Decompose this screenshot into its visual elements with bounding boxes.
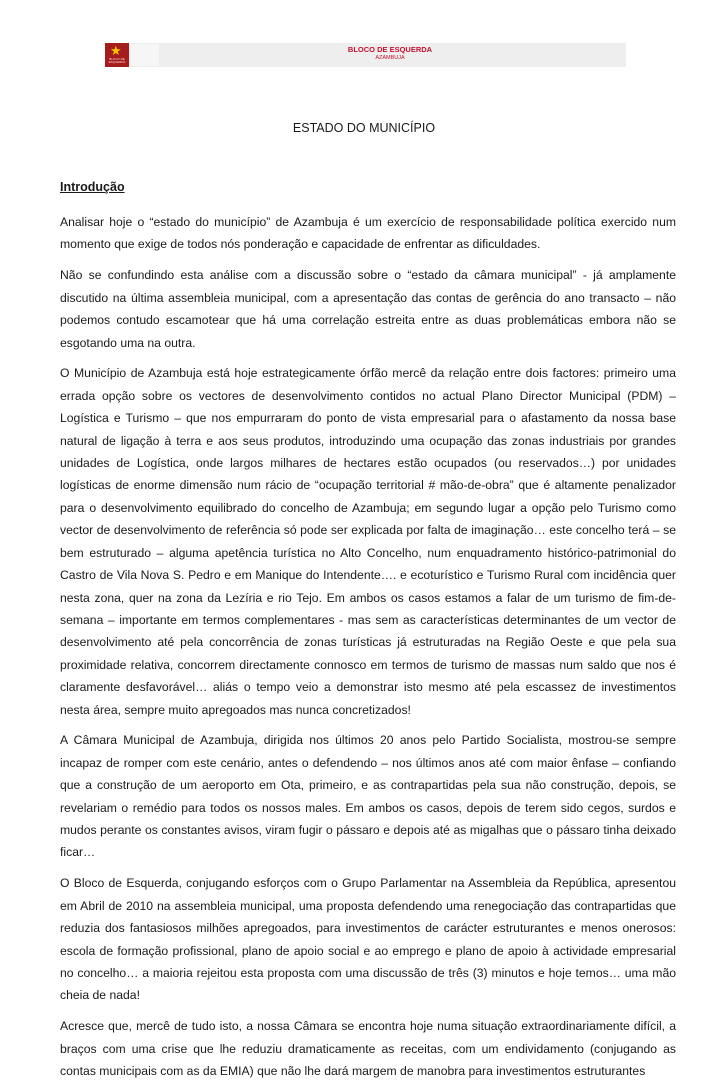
document-title: ESTADO DO MUNICÍPIO <box>292 121 436 135</box>
paragraph: O Município de Azambuja está hoje estrategicamente órfão mercê da relação entre dois factores: primeiro uma errada opção sobre os vectores de desenvolvimento contidos no actual Plano Director Municipal (PDM) – Logística e Turismo – que nos empurraram do ponto de vista empresarial para o afastamento da nossa base natural de ligação à terra e aos seus produtos, introduzindo uma ocupação das zonas industriais por grandes unidades de Logística, onde largos milhares de hectares estão ocupados (ou reservados…) por unidades logísticas de enorme dimensão num rácio de “ocupação territorial # mão-de-obra” que é altamente penalizador para o desenvolvimento equilibrado do concelho de Azambuja; em segundo lugar a opção pelo Turismo como vector de desenvolvimento de referência só pode ser explicada por falta de imaginação… este concelho terá – se bem estruturado – alguma apetência turística no Alto Concelho, num enquadramento histórico-patrimonial do Castro de Vila Nova S. Pedro e em Manique do Intendente…. e ecoturístico e Turismo Rural com incidência quer nesta zona, quer na zona da Lezíria e rio Tejo. Em ambos os casos estamos a falar de um turismo de fim-de-semana – importante em termos complementares - mas sem as características determinantes de um vector de desenvolvimento até pela concorrência de zonas turísticas já estruturadas na Região Oeste e que pela sua proximidade relativa, concorrem directamente connosco em termos de turismo de massas num saldo que nos é claramente desfavorável… aliás o tempo veio a demonstrar isto mesmo até pela escassez de investimentos nesta área, sempre muito apregoados mas nunca concretizados! <box>60 366 676 717</box>
paragraph: O Bloco de Esquerda, conjugando esforços com o Grupo Parlamentar na Assembleia da República, apresentou em Abril de 2010 na assembleia municipal, uma proposta defendendo uma renegociação das contrapartidas que reduzia dos fantasiosos milhões apregoados, para investimentos de carácter estruturantes e menos onerosos: escola de formação profissional, plano de apoio social e ao emprego e plano de apoio à actividade empresarial no concelho… a maioria rejeitou esta proposta com uma discussão de três (3) minutos e hoje temos… uma mão cheia de nada! <box>60 876 676 1003</box>
paragraph: A Câmara Municipal de Azambuja, dirigida nos últimos 20 anos pelo Partido Socialista, mostrou-se sempre incapaz de romper com este cenário, antes o defendendo – nos últimos anos até com maior ênfase – confiando que a construção de um aeroporto em Ota, primeiro, e as contrapartidas pela sua não construção, depois, se revelariam o remédio para todos os nossos males. Em ambos os casos, depois de terem sido cegos, surdos e mudos perante os constantes avisos, viram fugir o pássaro e depois até as migalhas que o pássaro tinha deixado ficar… <box>60 733 676 860</box>
header-title: BLOCO DE ESQUERDA <box>347 45 433 54</box>
paragraph: Acresce que, mercê de tudo isto, a nossa Câmara se encontra hoje numa situação extraordinariamente difícil, a braços com uma crise que lhe reduziu dramaticamente as receitas, com um endividamento (conjugando as contas municipais com as da EMIA) que não lhe dará margem de manobra para investimentos estruturantes <box>60 1019 676 1079</box>
document-body <box>60 211 676 1091</box>
header-logo-strip <box>131 44 159 66</box>
bloco-de-esquerda-logo <box>105 43 129 67</box>
paragraph: Analisar hoje o “estado do município” de Azambuja é um exercício de responsabilidade política exercido num momento que exige de todos nós ponderação e capacidade de enfrentar as dificuldades. <box>60 215 676 252</box>
paragraph: Não se confundindo esta análise com a discussão sobre o “estado da câmara municipal” - já amplamente discutido na última assembleia municipal, com a apresentação das contas de gerência do ano transacto – não podemos contudo escamotear que há uma correlação estreita entre as duas problemáticas embora não se esgotando uma na outra. <box>60 268 676 350</box>
section-heading: Introdução <box>60 180 125 194</box>
header-subtitle: AZAMBUJA <box>375 55 405 61</box>
star-icon: ★ <box>110 43 122 58</box>
logo-text: BLOCO DE ESQUERDA <box>108 57 126 64</box>
